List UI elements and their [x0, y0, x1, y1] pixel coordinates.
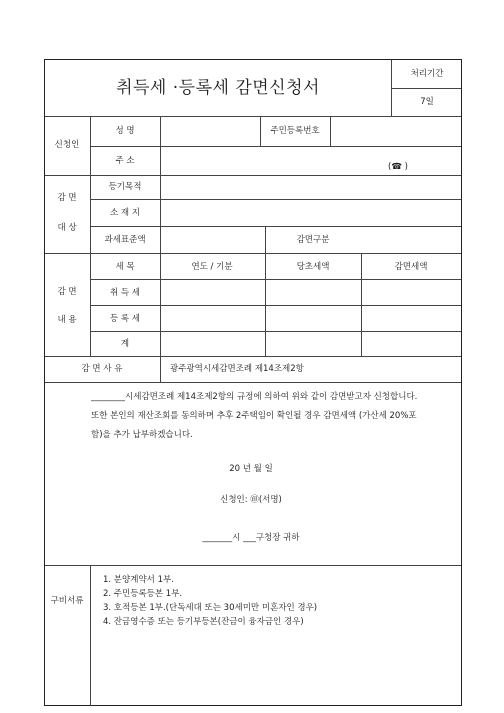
phone-field: (☎ ) [388, 162, 408, 172]
rule [90, 331, 461, 332]
row-acquisition-tax: 취 득 세 [109, 288, 141, 298]
rule [391, 60, 392, 116]
statement-line-1: ________시세감면조례 제14조제2항의 규정에 의하여 위와 같이 감면받고자 신청합니다. [91, 392, 418, 402]
rule [265, 226, 266, 356]
exemption-type-label: 감면구분 [296, 235, 330, 245]
rule [330, 116, 331, 146]
name-label: 성 명 [115, 126, 135, 136]
column-exempt-amount: 감면세액 [394, 262, 428, 272]
rule [45, 565, 461, 566]
documents-label: 구비서류 [50, 596, 84, 606]
date-line: 20 년 월 일 [229, 464, 273, 474]
recipient-line: _______시 ___구청장 귀하 [202, 533, 300, 543]
column-initial-amount: 당초세액 [296, 262, 330, 272]
rule [90, 116, 91, 356]
rule [45, 175, 461, 176]
rule [361, 253, 362, 356]
location-label: 소 재 지 [109, 208, 141, 218]
rule [45, 116, 461, 117]
processing-period-label: 처리기간 [410, 69, 444, 79]
details-label-line2: 내 용 [57, 315, 77, 325]
target-label-line1: 감 면 [57, 193, 77, 203]
document-item: 1. 분양계약서 1부. [103, 575, 174, 585]
registration-purpose-label: 등기목적 [108, 182, 142, 192]
statement-line-2: 또한 본인의 재산조회를 동의하며 추후 2주택임이 확인될 경우 감면세액 (가산세 20%포 [91, 411, 417, 421]
rule [45, 253, 461, 254]
address-label: 주 소 [115, 156, 135, 166]
rule [90, 226, 461, 227]
rule [90, 565, 91, 706]
target-label-line2: 대 상 [57, 223, 77, 233]
reason-label: 감 면 사 유 [81, 364, 123, 374]
document-item: 4. 잔금영수증 또는 등기부등본(잔금이 융자금인 경우) [103, 617, 304, 627]
application-form [44, 59, 462, 706]
rule [45, 382, 461, 383]
row-registration-tax: 등 록 세 [109, 314, 141, 324]
rule [90, 305, 461, 306]
signature-line: 신청인: ㊞(서명) [220, 495, 282, 505]
column-year: 연도 / 기분 [191, 262, 233, 272]
rule [391, 88, 461, 89]
document-item: 3. 호적등본 1부.(단독세대 또는 30세미만 미혼자인 경우) [103, 603, 318, 613]
column-tax-item: 세 목 [115, 262, 135, 272]
tax-base-label: 과세표준액 [104, 235, 146, 245]
rule [260, 116, 261, 146]
processing-period-days: 7일 [420, 97, 434, 107]
rule [90, 146, 461, 147]
form-title: 취득세 ·등록세 감면신청서 [116, 78, 320, 98]
statement-line-3: 함)을 추가 납부하겠습니다. [91, 430, 193, 440]
rule [90, 199, 461, 200]
resident-id-label: 주민등록번호 [270, 126, 320, 136]
details-label-line1: 감 면 [57, 287, 77, 297]
rule [90, 279, 461, 280]
document-item: 2. 주민등록등본 1부. [103, 589, 183, 599]
row-total: 계 [120, 339, 130, 349]
applicant-section-label: 신청인 [54, 140, 80, 150]
rule [160, 116, 161, 382]
rule [45, 356, 461, 357]
reason-value: 광주광역시세감면조례 제14조제2항 [170, 364, 304, 374]
